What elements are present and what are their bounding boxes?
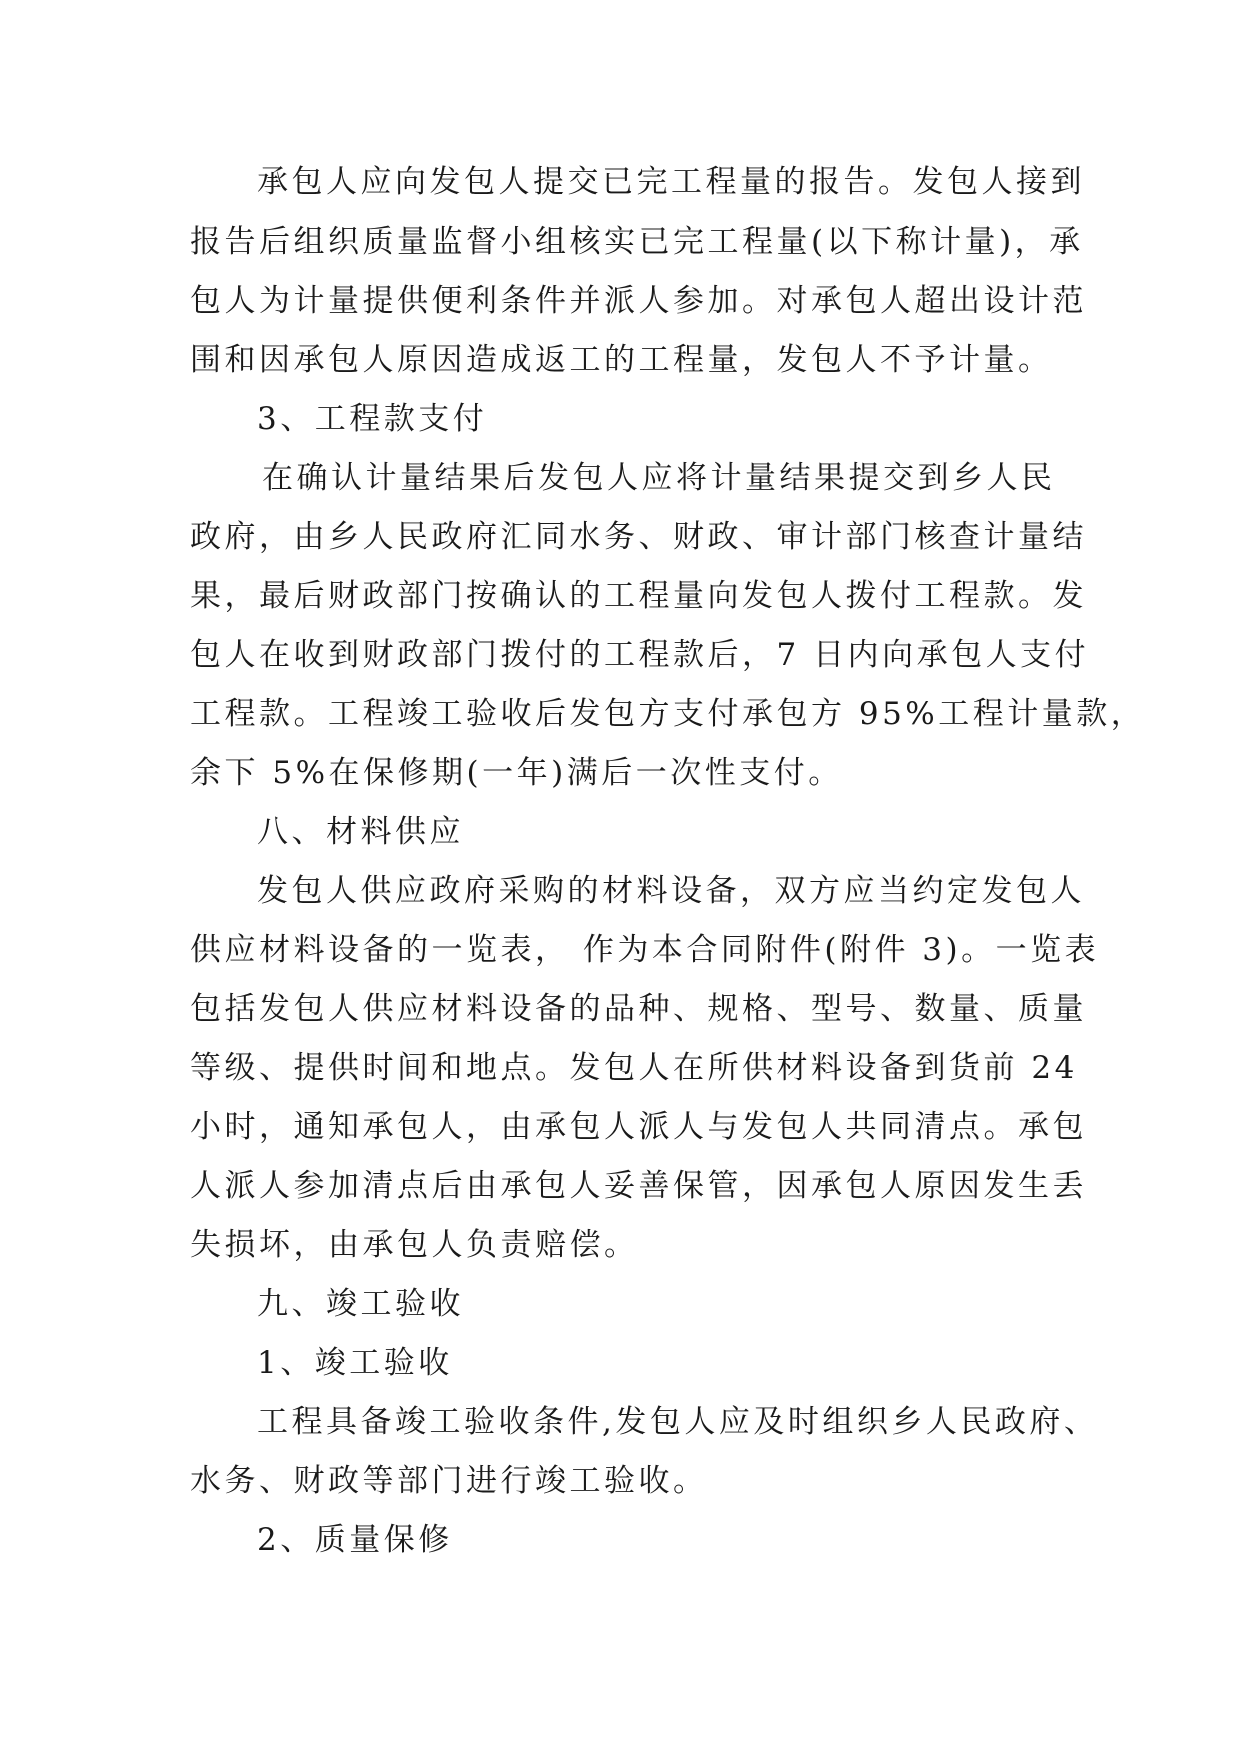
subsection-heading: 2、质量保修 — [257, 1522, 453, 1558]
paragraph-line: 小时，通知承包人，由承包人派人与发包人共同清点。承包 — [190, 1109, 1087, 1145]
paragraph-line: 报告后组织质量监督小组核实已完工程量(以下称计量)，承 — [190, 224, 1084, 260]
paragraph-line: 发包人供应政府采购的材料设备，双方应当约定发包人 — [257, 873, 1085, 909]
paragraph-line: 果，最后财政部门按确认的工程量向发包人拨付工程款。发 — [190, 578, 1087, 614]
paragraph-line: 政府，由乡人民政府汇同水务、财政、审计部门核查计量结 — [190, 519, 1087, 555]
section-heading: 九、竣工验收 — [257, 1286, 464, 1322]
paragraph-line: 在确认计量结果后发包人应将计量结果提交到乡人民 — [262, 460, 1056, 496]
paragraph-line: 余下 5%在保修期(一年)满后一次性支付。 — [190, 755, 843, 791]
section-heading: 八、材料供应 — [257, 814, 464, 850]
paragraph-line: 水务、财政等部门进行竣工验收。 — [190, 1463, 708, 1499]
paragraph-line: 围和因承包人原因造成返工的工程量，发包人不予计量。 — [190, 342, 1053, 378]
paragraph-line: 供应材料设备的一览表， 作为本合同附件(附件 3)。一览表 — [190, 932, 1100, 968]
paragraph-line: 工程具备竣工验收条件,发包人应及时组织乡人民政府、 — [257, 1404, 1099, 1440]
paragraph-line: 包括发包人供应材料设备的品种、规格、型号、数量、质量 — [190, 991, 1087, 1027]
paragraph-line: 包人在收到财政部门拨付的工程款后，7 日内向承包人支付 — [190, 637, 1090, 673]
section-heading: 3、工程款支付 — [257, 401, 488, 437]
paragraph-line: 等级、提供时间和地点。发包人在所供材料设备到货前 24 — [190, 1050, 1078, 1086]
paragraph-line: 失损坏，由承包人负责赔偿。 — [190, 1227, 639, 1263]
paragraph-line: 承包人应向发包人提交已完工程量的报告。发包人接到 — [257, 164, 1085, 200]
subsection-heading: 1、竣工验收 — [257, 1345, 453, 1381]
paragraph-line: 包人为计量提供便利条件并派人参加。对承包人超出设计范 — [190, 283, 1087, 319]
paragraph-line: 人派人参加清点后由承包人妥善保管，因承包人原因发生丢 — [190, 1168, 1087, 1204]
paragraph-line: 工程款。工程竣工验收后发包方支付承包方 95%工程计量款， — [190, 696, 1146, 732]
